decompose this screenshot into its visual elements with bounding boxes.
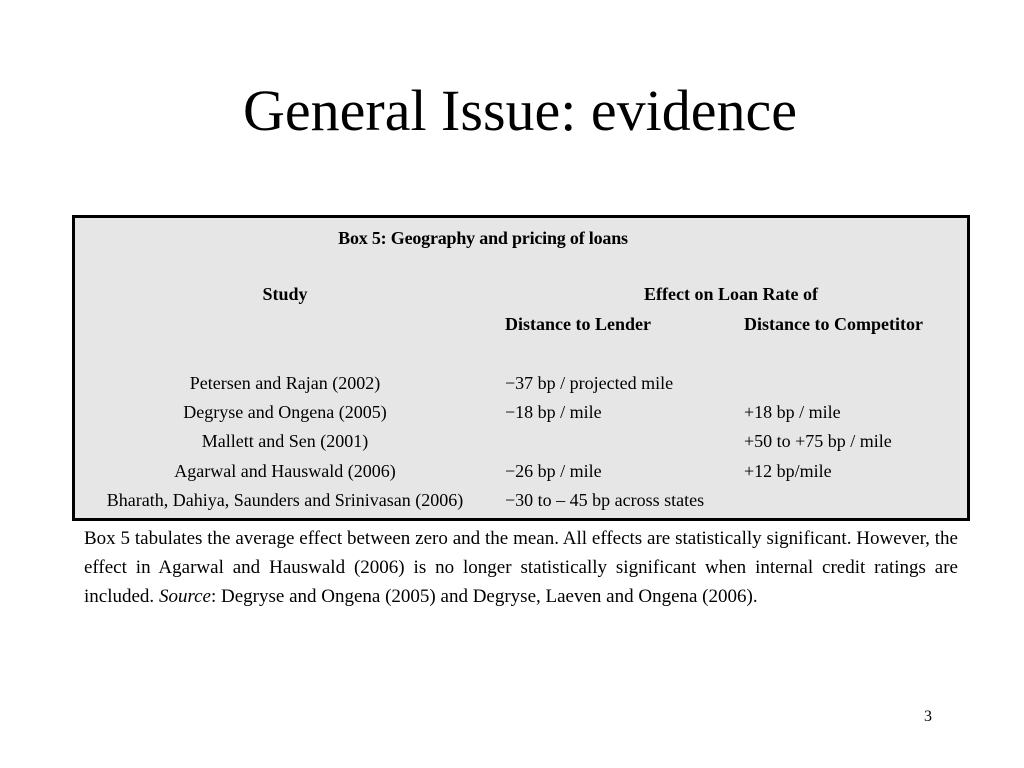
- study-cell: Petersen and Rajan (2002): [189, 373, 381, 393]
- caption-source-text: : Degryse and Ongena (2005) and Degryse, Laeven and Ongena (2006).: [211, 586, 758, 607]
- table-row: [75, 373, 967, 403]
- table-box: [72, 215, 970, 521]
- slide-title: General Issue: evidence: [243, 78, 797, 143]
- lender-effect-cell: −18 bp / mile: [505, 402, 602, 422]
- study-column-header: Study: [262, 284, 308, 304]
- caption-text: Box 5 tabulates the average effect between zero and the mean. All effects are statistically significant. However, the effect in Agarwal and Hauswald (2006) is no longer statistically significant when internal credit ratings are included.: [84, 528, 958, 607]
- table-row: [75, 402, 967, 432]
- box-title: Box 5: Geography and pricing of loans: [338, 228, 628, 248]
- page-number: 3: [924, 708, 932, 725]
- table-row: [75, 461, 967, 491]
- competitor-effect-cell: +18 bp / mile: [744, 402, 841, 422]
- competitor-effect-cell: +12 bp/mile: [744, 461, 832, 481]
- distance-lender-header: Distance to Lender: [505, 314, 651, 334]
- table-row: [75, 431, 967, 461]
- study-cell: Mallett and Sen (2001): [201, 431, 369, 451]
- lender-effect-cell: −30 to – 45 bp across states: [505, 490, 705, 510]
- study-cell: Degryse and Ongena (2005): [183, 402, 387, 422]
- box-caption: [84, 524, 958, 611]
- effect-column-header: Effect on Loan Rate of: [644, 284, 818, 304]
- lender-effect-cell: −26 bp / mile: [505, 461, 602, 481]
- study-cell: Agarwal and Hauswald (2006): [174, 461, 396, 481]
- table-row: [75, 490, 967, 520]
- competitor-effect-cell: +50 to +75 bp / mile: [744, 431, 892, 451]
- study-cell: Bharath, Dahiya, Saunders and Srinivasan (2006): [106, 490, 464, 510]
- distance-competitor-header: Distance to Competitor: [744, 314, 923, 334]
- lender-effect-cell: −37 bp / projected mile: [505, 373, 674, 393]
- source-label: Source: [158, 586, 211, 607]
